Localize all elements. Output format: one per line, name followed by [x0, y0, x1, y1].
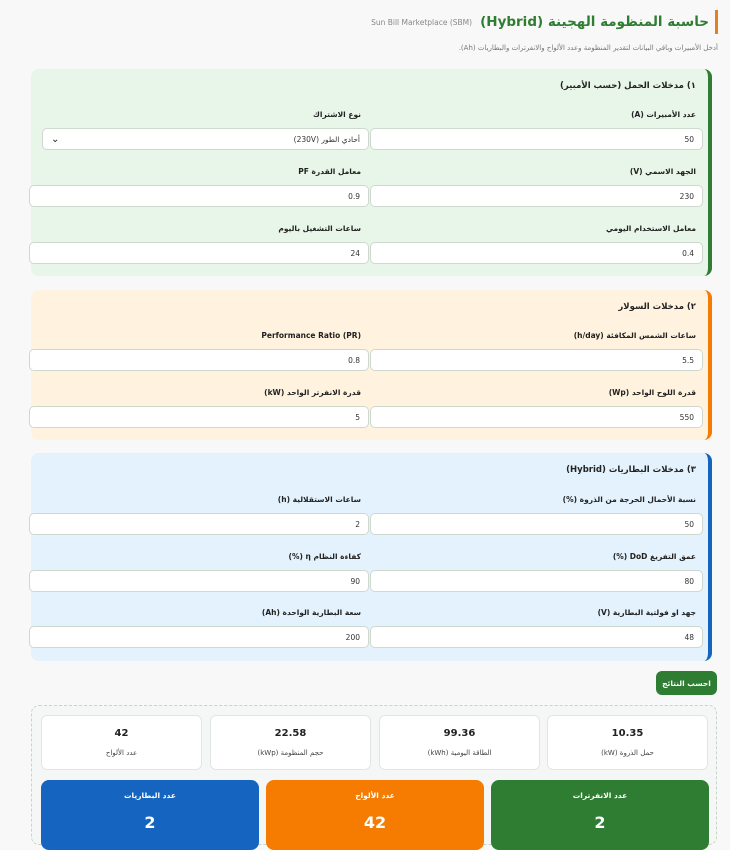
brand-label: Sun Bill Marketplace (SBM): [371, 17, 473, 27]
subscription-label: نوع الاشتراك: [313, 110, 361, 119]
batteries-summary-value: 2: [144, 813, 156, 832]
operating-hours-input[interactable]: 24: [29, 242, 369, 264]
critical-load-label: نسبة الأحمال الحرجة من الذروة (%): [562, 495, 696, 504]
battery-voltage-input[interactable]: 48: [370, 626, 703, 648]
panel-power-label: قدرة اللوح الواحد (Wp): [608, 388, 696, 397]
daily-usage-label: معامل الاستخدام اليومي: [605, 224, 696, 233]
subscription-value: أحادي الطور (230V): [293, 134, 360, 144]
inverters-summary-card: [491, 780, 709, 850]
peak-load-value: 10.35: [611, 728, 644, 739]
section-title: ٢) مدخلات السولار: [618, 302, 696, 312]
panels-summary-label: عدد الألواح: [355, 791, 395, 800]
battery-capacity-input[interactable]: 200: [29, 626, 369, 648]
critical-load-input[interactable]: 50: [370, 513, 703, 535]
system-efficiency-label: كفاءة النظام η (%): [288, 552, 361, 561]
page-title: حاسبة المنظومة الهجينة (Hybrid): [480, 14, 709, 30]
battery-capacity-label: سعة البطارية الواحدة (Ah): [261, 608, 361, 617]
system-size-card: [210, 715, 371, 770]
voltage-label: الجهد الاسمي (V): [629, 167, 696, 176]
dod-label: عمق التفريغ DoD (%): [612, 552, 696, 561]
results-panel: [31, 705, 717, 845]
system-efficiency-input[interactable]: 90: [29, 570, 369, 592]
autonomy-hours-label: ساعات الاستقلالية (h): [277, 495, 361, 504]
subscription-select[interactable]: [42, 128, 369, 150]
voltage-input[interactable]: 230: [370, 185, 703, 207]
inverter-power-label: قدرة الانفرتر الواحد (kW): [264, 388, 361, 397]
peak-load-label: حمل الذروة (kW): [601, 749, 654, 757]
inverter-power-input[interactable]: 5: [29, 406, 369, 428]
inverters-summary-label: عدد الانفرترات: [572, 791, 628, 800]
section-title: ١) مدخلات الحمل (حسب الأمبير): [559, 81, 696, 91]
power-factor-label: معامل القدرة PF: [298, 167, 361, 176]
battery-inputs-section: [31, 453, 712, 661]
section-title: ٣) مدخلات البطاريات (Hybrid): [566, 465, 696, 475]
power-factor-input[interactable]: 0.9: [29, 185, 369, 207]
amps-label: عدد الأمبيرات (A): [631, 110, 696, 119]
panel-power-input[interactable]: 550: [370, 406, 703, 428]
panels-count-value: 42: [114, 728, 129, 739]
panels-count-card: [41, 715, 202, 770]
solar-inputs-section: [31, 290, 712, 440]
batteries-summary-label: عدد البطاريات: [124, 791, 176, 800]
panels-count-label: عدد الألواح: [105, 749, 138, 757]
batteries-summary-card: [41, 780, 259, 850]
daily-energy-label: الطاقة اليومية (kWh): [427, 749, 492, 757]
autonomy-hours-input[interactable]: 2: [29, 513, 369, 535]
performance-ratio-input[interactable]: 0.8: [29, 349, 369, 371]
peak-load-card: [547, 715, 708, 770]
chevron-down-icon: ⌄: [51, 133, 60, 145]
daily-usage-input[interactable]: 0.4: [370, 242, 703, 264]
load-inputs-section: [31, 69, 712, 276]
daily-energy-card: [379, 715, 540, 770]
amps-input[interactable]: 50: [370, 128, 703, 150]
panels-summary-value: 42: [363, 813, 387, 832]
sun-hours-input[interactable]: 5.5: [370, 349, 703, 371]
inverters-summary-value: 2: [594, 813, 606, 832]
page-subtitle: أدخل الأمبيرات وباقي البيانات لتقدير المنظومة وعدد الألواح والانفرترات والبطاريات (Ah).: [458, 44, 718, 52]
panels-summary-card: [266, 780, 484, 850]
dod-input[interactable]: 80: [370, 570, 703, 592]
system-size-label: حجم المنظومة (kWp): [257, 749, 324, 757]
sun-hours-label: ساعات الشمس المكافئة (h/day): [573, 331, 696, 340]
system-size-value: 22.58: [274, 728, 307, 739]
performance-ratio-label: Performance Ratio (PR): [261, 331, 361, 340]
daily-energy-value: 99.36: [443, 728, 476, 739]
operating-hours-label: ساعات التشغيل باليوم: [278, 224, 361, 233]
battery-voltage-label: جهد او فولتية البطارية (V): [597, 608, 696, 617]
calculate-button[interactable]: احسب النتائج: [656, 671, 717, 695]
page-header: [371, 10, 718, 34]
